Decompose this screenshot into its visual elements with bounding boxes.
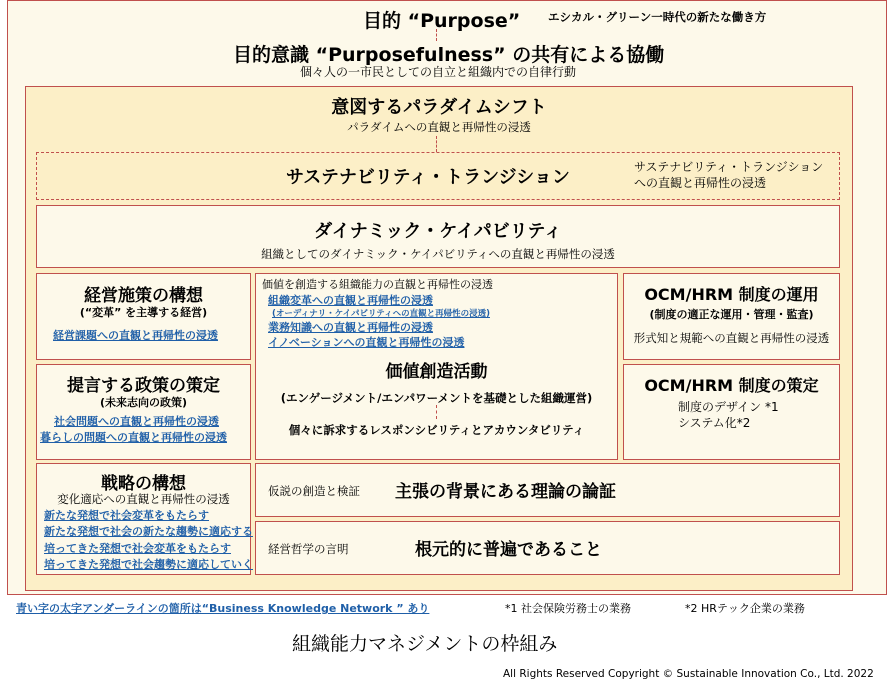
- management-measures-sub: (“変革” を主導する経営): [79, 306, 208, 319]
- ocm-operation-note: 形式知と規範への直観と再帰性の浸透: [633, 331, 830, 345]
- dynamic-capability-title: ダイナミック・ケイパビリティ: [314, 221, 562, 242]
- theory-label: 仮説の創造と検証: [268, 484, 360, 498]
- management-measures-link[interactable]: 経営課題への直観と再帰性の浸透: [53, 329, 218, 342]
- value-creation-sub-1: (エンゲージメント/エンパワーメントを基礎とした組織運営): [280, 391, 593, 405]
- management-measures-title: 経営施策の構想: [84, 286, 203, 306]
- purpose-title: 目的 “Purpose”: [363, 10, 521, 32]
- value-creation-title: 価値創造活動: [385, 362, 488, 382]
- paradigm-title: 意図するパラダイムシフト: [331, 97, 547, 118]
- policy-proposal-link-2[interactable]: 暮らしの問題への直観と再帰性の浸透: [40, 431, 227, 444]
- purpose-note: エシカル・グリーン一時代の新たな働き方: [548, 10, 767, 24]
- value-creation-link-3[interactable]: イノベーションへの直観と再帰性の浸透: [268, 336, 465, 349]
- sustainability-title: サステナビリティ・トランジション: [286, 167, 570, 188]
- policy-proposal-sub: (未来志向の政策): [99, 396, 188, 409]
- ocm-design-line-2: システム化*2: [678, 416, 751, 430]
- ocm-design-title: OCM/HRM 制度の策定: [644, 376, 819, 395]
- value-creation-sub-2: 個々に訴求するレスポンシビリティとアカウンタビリティ: [288, 423, 585, 437]
- ocm-design-line-1: 制度のデザイン *1: [678, 400, 779, 414]
- theory-title: 主張の背景にある理論の論証: [395, 482, 616, 502]
- sustainability-note-1: サステナビリティ・トランジション: [634, 160, 824, 174]
- footnote-2: *2 HRテック企業の業務: [685, 602, 805, 615]
- strategy-title: 戦略の構想: [101, 474, 186, 494]
- purposefulness-title: 目的意識 “Purposefulness” の共有による協働: [233, 44, 665, 66]
- strategy-link-2[interactable]: 新たな発想で社会の新たな趨勢に適応する: [44, 525, 253, 538]
- dynamic-capability-sub: 組織としてのダイナミック・ケイパビリティへの直観と再帰性の浸透: [261, 247, 615, 261]
- value-creation-top-label: 価値を創造する組織能力の直観と再帰性の浸透: [262, 278, 493, 291]
- philosophy-label: 経営哲学の言明: [268, 542, 349, 556]
- ocm-operation-sub: (制度の適正な運用・管理・監査): [649, 308, 814, 321]
- strategy-link-1[interactable]: 新たな発想で社会変革をもたらす: [44, 509, 209, 522]
- policy-proposal-title: 提言する政策の策定: [67, 376, 220, 396]
- figure-caption: 組織能力マネジメントの枠組み: [292, 633, 558, 655]
- value-creation-link-2[interactable]: 業務知識への直観と再帰性の浸透: [268, 321, 433, 334]
- policy-proposal-link-1[interactable]: 社会問題への直観と再帰性の浸透: [54, 415, 219, 428]
- sustainability-note-2: への直観と再帰性の浸透: [634, 176, 767, 190]
- copyright: All Rights Reserved Copyright © Sustainable Innovation Co., Ltd. 2022: [503, 668, 874, 680]
- purposefulness-sub: 個々人の一市民としての自立と組織内での自律行動: [300, 65, 577, 79]
- strategy-sub: 変化適応への直観と再帰性の浸透: [57, 492, 230, 506]
- strategy-link-3[interactable]: 培ってきた発想で社会変革をもたらす: [44, 542, 231, 555]
- footnote-1: *1 社会保険労務士の業務: [505, 602, 631, 615]
- value-creation-link-1-sub[interactable]: (オーディナリ・ケイパビリティへの直観と再帰性の浸透): [272, 309, 490, 319]
- connector-line: [436, 136, 437, 152]
- paradigm-sub: パラダイムへの直観と再帰性の浸透: [347, 120, 531, 134]
- strategy-link-4[interactable]: 培ってきた発想で社会趨勢に適応していく: [44, 558, 253, 571]
- legend-note[interactable]: 青い字の太字アンダーラインの箇所は“Business Knowledge Network ” あり: [16, 602, 430, 615]
- ocm-operation-title: OCM/HRM 制度の運用: [644, 285, 819, 304]
- philosophy-title: 根元的に普遍であること: [415, 540, 602, 560]
- value-creation-link-1[interactable]: 組織変革への直観と再帰性の浸透: [268, 294, 433, 307]
- connector-line: [436, 405, 437, 419]
